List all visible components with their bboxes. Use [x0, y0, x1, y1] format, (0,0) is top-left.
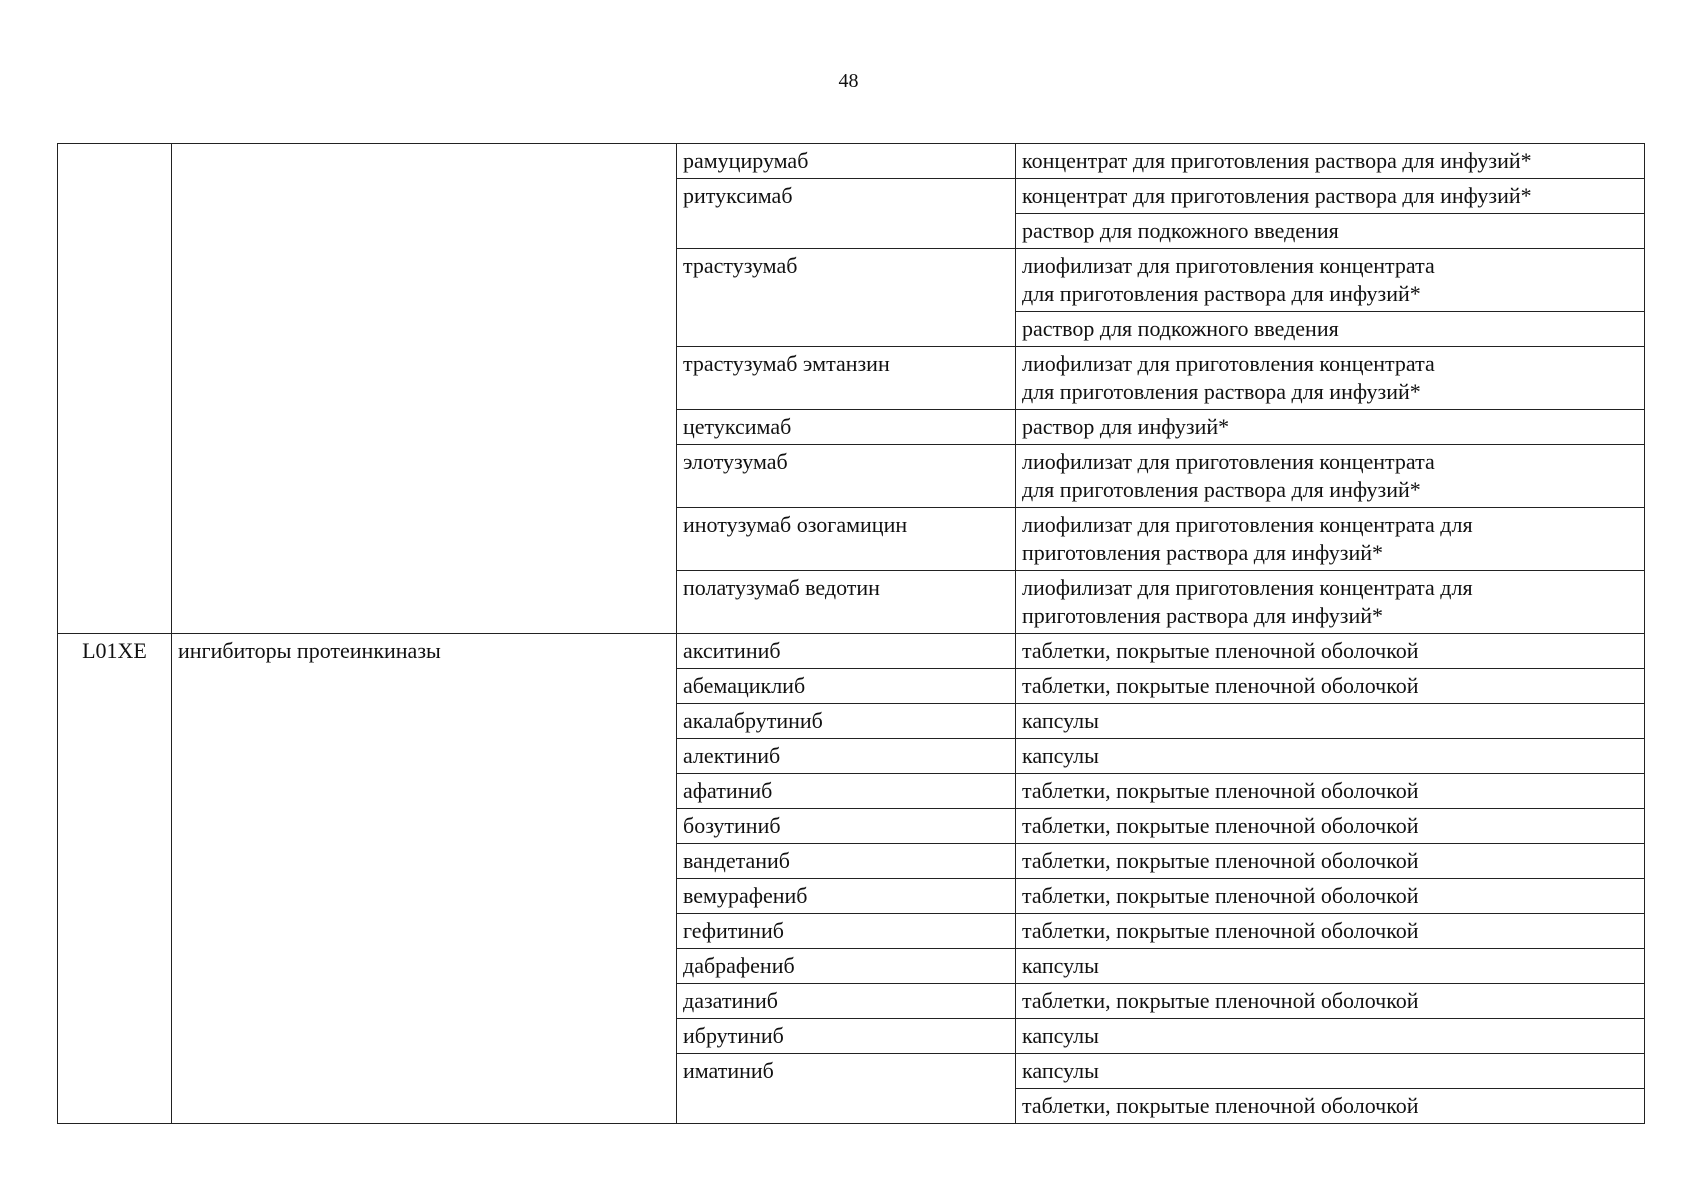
drug-name-cell: трастузумаб [677, 249, 1016, 347]
dosage-form-cell: концентрат для приготовления раствора для инфузий* [1016, 179, 1645, 214]
dosage-form-cell: таблетки, покрытые пленочной оболочкой [1016, 634, 1645, 669]
drug-table [57, 143, 1645, 1124]
dosage-form-cell: таблетки, покрытые пленочной оболочкой [1016, 774, 1645, 809]
drug-name-cell: ибрутиниб [677, 1019, 1016, 1054]
drug-name-cell: акситиниб [677, 634, 1016, 669]
dosage-form-cell: капсулы [1016, 949, 1645, 984]
table-row [58, 144, 1645, 179]
drug-table-body [58, 144, 1645, 1124]
dosage-form-cell: лиофилизат для приготовления концентрата для приготовления раствора для инфузий* [1016, 571, 1645, 634]
drug-name-cell: дабрафениб [677, 949, 1016, 984]
dosage-form-cell: концентрат для приготовления раствора для инфузий* [1016, 144, 1645, 179]
drug-name-cell: вемурафениб [677, 879, 1016, 914]
dosage-form-cell: капсулы [1016, 1019, 1645, 1054]
dosage-form-cell: таблетки, покрытые пленочной оболочкой [1016, 879, 1645, 914]
drug-name-cell: полатузумаб ведотин [677, 571, 1016, 634]
drug-name-cell: акалабрутиниб [677, 704, 1016, 739]
dosage-form-cell: таблетки, покрытые пленочной оболочкой [1016, 809, 1645, 844]
drug-name-cell: трастузумаб эмтанзин [677, 347, 1016, 410]
group-name-cell [172, 144, 677, 634]
drug-name-cell: дазатиниб [677, 984, 1016, 1019]
group-name-cell: ингибиторы протеинкиназы [172, 634, 677, 1124]
drug-name-cell: инотузумаб озогамицин [677, 508, 1016, 571]
dosage-form-cell: капсулы [1016, 704, 1645, 739]
drug-name-cell: цетуксимаб [677, 410, 1016, 445]
drug-name-cell: афатиниб [677, 774, 1016, 809]
table-row [58, 634, 1645, 669]
dosage-form-cell: раствор для подкожного введения [1016, 312, 1645, 347]
drug-name-cell: алектиниб [677, 739, 1016, 774]
dosage-form-cell: таблетки, покрытые пленочной оболочкой [1016, 984, 1645, 1019]
drug-name-cell: иматиниб [677, 1054, 1016, 1124]
dosage-form-cell: лиофилизат для приготовления концентрата для приготовления раствора для инфузий* [1016, 445, 1645, 508]
drug-name-cell: абемациклиб [677, 669, 1016, 704]
dosage-form-cell: лиофилизат для приготовления концентрата для приготовления раствора для инфузий* [1016, 249, 1645, 312]
dosage-form-cell: капсулы [1016, 1054, 1645, 1089]
dosage-form-cell: таблетки, покрытые пленочной оболочкой [1016, 1089, 1645, 1124]
dosage-form-cell: лиофилизат для приготовления концентрата для приготовления раствора для инфузий* [1016, 508, 1645, 571]
dosage-form-cell: таблетки, покрытые пленочной оболочкой [1016, 844, 1645, 879]
page-number: 48 [838, 70, 859, 92]
drug-name-cell: рамуцирумаб [677, 144, 1016, 179]
drug-name-cell: ритуксимаб [677, 179, 1016, 249]
dosage-form-cell: раствор для подкожного введения [1016, 214, 1645, 249]
dosage-form-cell: раствор для инфузий* [1016, 410, 1645, 445]
atc-code-cell: L01XE [58, 634, 172, 1124]
drug-name-cell: гефитиниб [677, 914, 1016, 949]
drug-name-cell: вандетаниб [677, 844, 1016, 879]
drug-name-cell: элотузумаб [677, 445, 1016, 508]
drug-name-cell: бозутиниб [677, 809, 1016, 844]
dosage-form-cell: капсулы [1016, 739, 1645, 774]
atc-code-cell [58, 144, 172, 634]
dosage-form-cell: лиофилизат для приготовления концентрата для приготовления раствора для инфузий* [1016, 347, 1645, 410]
dosage-form-cell: таблетки, покрытые пленочной оболочкой [1016, 914, 1645, 949]
dosage-form-cell: таблетки, покрытые пленочной оболочкой [1016, 669, 1645, 704]
